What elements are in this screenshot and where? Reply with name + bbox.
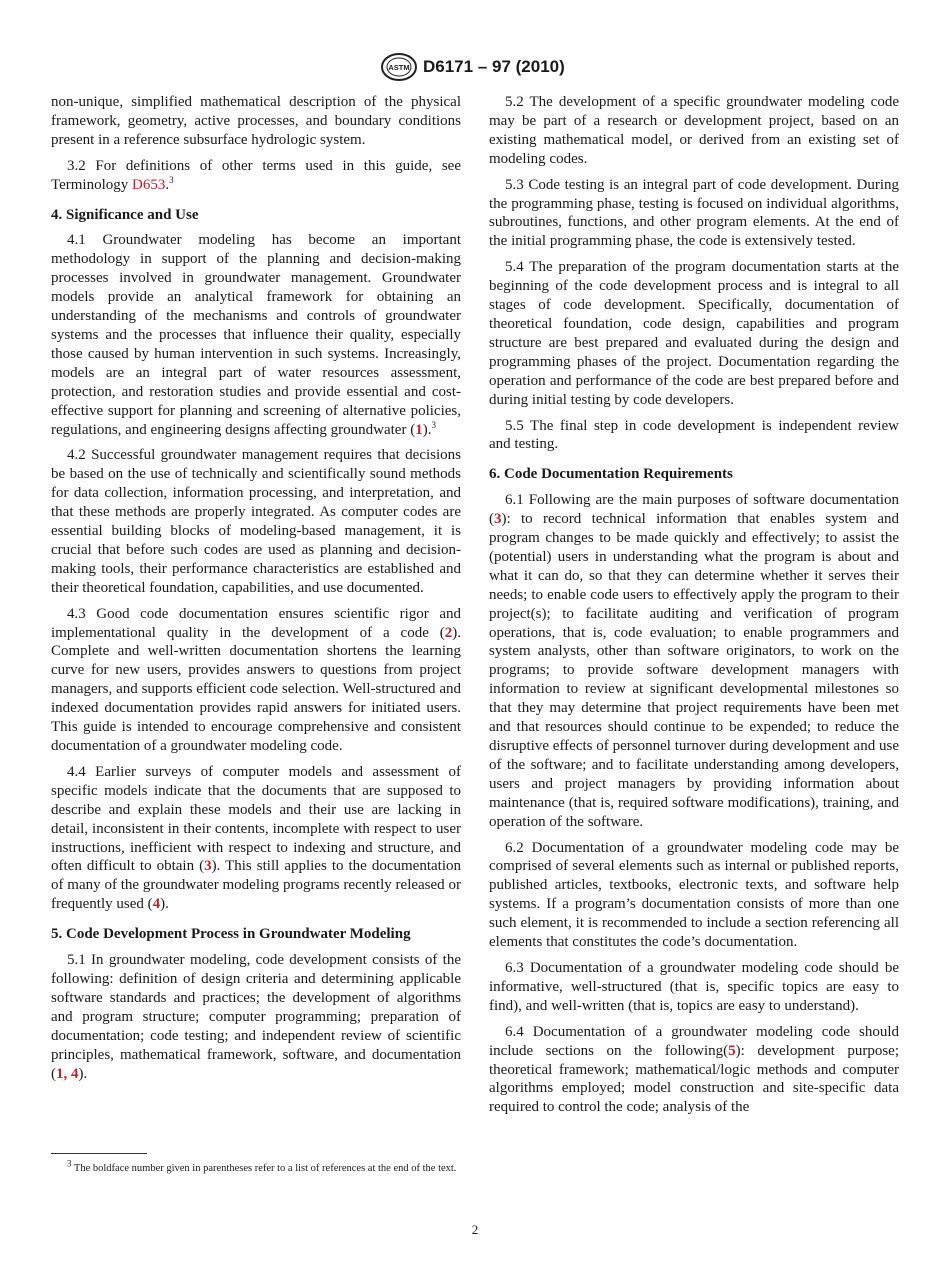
paragraph-4-2: 4.2 Successful groundwater management requires that decisions be based on the use of technically and scientifically sound methods for data collection, information processing, and interpretation, and that these methods are properly integrated. As computer codes are essential building blocks of modeling-based management, it is crucial that before such codes are used as planning and decision-making tools, their performance characteristics are established and their theoretical foundation, capabilities, and use documented. [51,447,461,596]
paragraph-3-1-continued: non-unique, simplified mathematical description of the physical framework, geometry, active processes, and boundary conditions present in a reference subsurface hydrologic system. [51,94,461,148]
section-5-heading: 5. Code Development Process in Groundwater Modeling [51,926,411,943]
reference-link[interactable]: 2 [444,624,453,641]
paragraph-4-3: 4.3 Good code documentation ensures scientific rigor and implementational quality in the development of a code (2). Complete and well-written documentation shortens the learning curve for new users, provides answers to questions from project managers, and supports efficient code selection. Well-structured and indexed documentation provides rapid answers for initiated users. This guide is intended to encourage comprehensive and consistent documentation of a groundwater modeling code. [51,605,461,754]
reference-link[interactable]: 1 [415,421,423,438]
paragraph-5-2: 5.2 The development of a specific groundwater modeling code may be part of a research or development project, based on an existing mathematical model, or derived from an existing set of modeling codes. [489,94,899,167]
paragraph-5-3: 5.3 Code testing is an integral part of code development. During the programming phase, testing is focused on individual algorithms, subroutines, functions, and other program elements. At the end of the initial programming phase, the code is extensively tested. [489,176,899,250]
paragraph-3-2: 3.2 For definitions of other terms used in this guide, see Terminology D653.$^3$ [51,157,461,193]
footnote-mark: 3 [431,419,436,430]
paragraph-6-2: 6.2 Documentation of a groundwater modeling code may be comprised of several elements such as internal or published reports, published articles, textbooks, electronic texts, and software help systems. If a program’s documentation consists of more than one such element, it is recommended to include a section referencing all elements that constitutes the code’s documentation. [489,839,899,951]
paragraph-6-4: 6.4 Documentation of a groundwater modeling code should include sections on the following(5): development purpose; theoretical framework; mathematical/logic methods and computer algorithms employed; model construction and site-specific data required to control the code; analysis of the [489,1023,899,1116]
right-column [489,93,899,1124]
paragraph-6-1: 6.1 Following are the main purposes of software documentation (3): to record technical information that enables system and program changes to be made quickly and effectively; to assist the (potential) users in understanding what the program is about and what it can do, so that they can determine whether it serves their needs; to enable code users to effectively apply the program to their project(s); to facilitate auditing and verification of program operations, that is, code evaluation; to enable programmers and system analysts, other than software originators, to work on the programs; to provide software development managers with information to review at significant developmental milestones so that they may determine that project requirements have been met and that resources should continue to be expended; to reduce the disruptive effects of personnel turnover during development and use of the software; and to facilitate understanding among developers, users and project managers by providing information about maintenance (that is, required software modifications), training, and operation of the software. [489,492,899,830]
paragraph-5-1: 5.1 In groundwater modeling, code development consists of the following: definition of design criteria and determining applicable software standards and practices; the development of algorithms and program structure; computer programming; preparation of documentation; code testing; and independent review of scientific principles, mathematical framework, software, and documentation (1, 4). [51,952,461,1082]
document-designation: D6171 – 97 (2010) [423,57,565,76]
terminology-link[interactable]: D653 [132,176,166,193]
page-number: 2 [471,1222,479,1237]
svg-text:ASTM: ASTM [388,63,410,72]
paragraph-6-3: 6.3 Documentation of a groundwater modeling code should be informative, well-structured (that is, specific topics are easy to find), and well-written (that is, topics are easy to understand). [489,959,899,1014]
footnote-mark: 3 [169,174,174,185]
footnote-number: 3 [67,1158,72,1169]
paragraph-4-4: 4.4 Earlier surveys of computer models and assessment of specific models indicate that the documents that are supposed to describe and explain these models and their use are lacking in detail, inconsistent in their contents, incomplete with respect to user instructions, inefficient with respect to indexing and structure, and often difficult to obtain (3). This still applies to the documentation of many of the groundwater modeling programs recently released or frequently used (4). [51,763,461,913]
reference-link[interactable]: 1, 4 [56,1065,79,1082]
section-4-heading: 4. Significance and Use [51,206,199,223]
left-column [51,93,461,1090]
reference-link[interactable]: 3 [204,858,212,875]
reference-link[interactable]: 5 [728,1042,736,1059]
paragraph-4-1: 4.1 Groundwater modeling has become an important methodology in support of the planning and decision-making processes involved in groundwater management. Groundwater models provide an analytical framework for obtaining an understanding of the mechanisms and controls of groundwater systems and the processes that influence their quality, especially those caused by human intervention in such systems. Increasingly, models are an integral part of water resources assessment, protection, and restoration studies and provide essential and cost-effective support for planning and screening of alternative policies, regulations, and engineering designs affecting groundwater (1).$^3$ [51,232,461,438]
paragraph-5-4: 5.4 The preparation of the program documentation starts at the beginning of the code development process and is integral to all stages of code development. Specifically, documentation of theoretical foundation, code design, capabilities and program structure are best prepared and evaluated during the design and programming phases of the project. Documentation regarding the operation and performance of the code are best prepared before and during initial testing by code developers. [489,259,899,408]
astm-logo [380,52,418,82]
reference-link[interactable]: 4 [152,896,161,913]
reference-link[interactable]: 3 [494,511,502,528]
paragraph-5-5: 5.5 The final step in code development is independent review and testing. [489,417,899,453]
footnote-divider [51,1153,147,1154]
footnote: $^3$ The boldface number given in parentheses refer to a list of references at the end of the text. [67,1158,457,1174]
page-header [0,50,950,86]
section-6-heading: 6. Code Documentation Requirements [489,466,733,483]
